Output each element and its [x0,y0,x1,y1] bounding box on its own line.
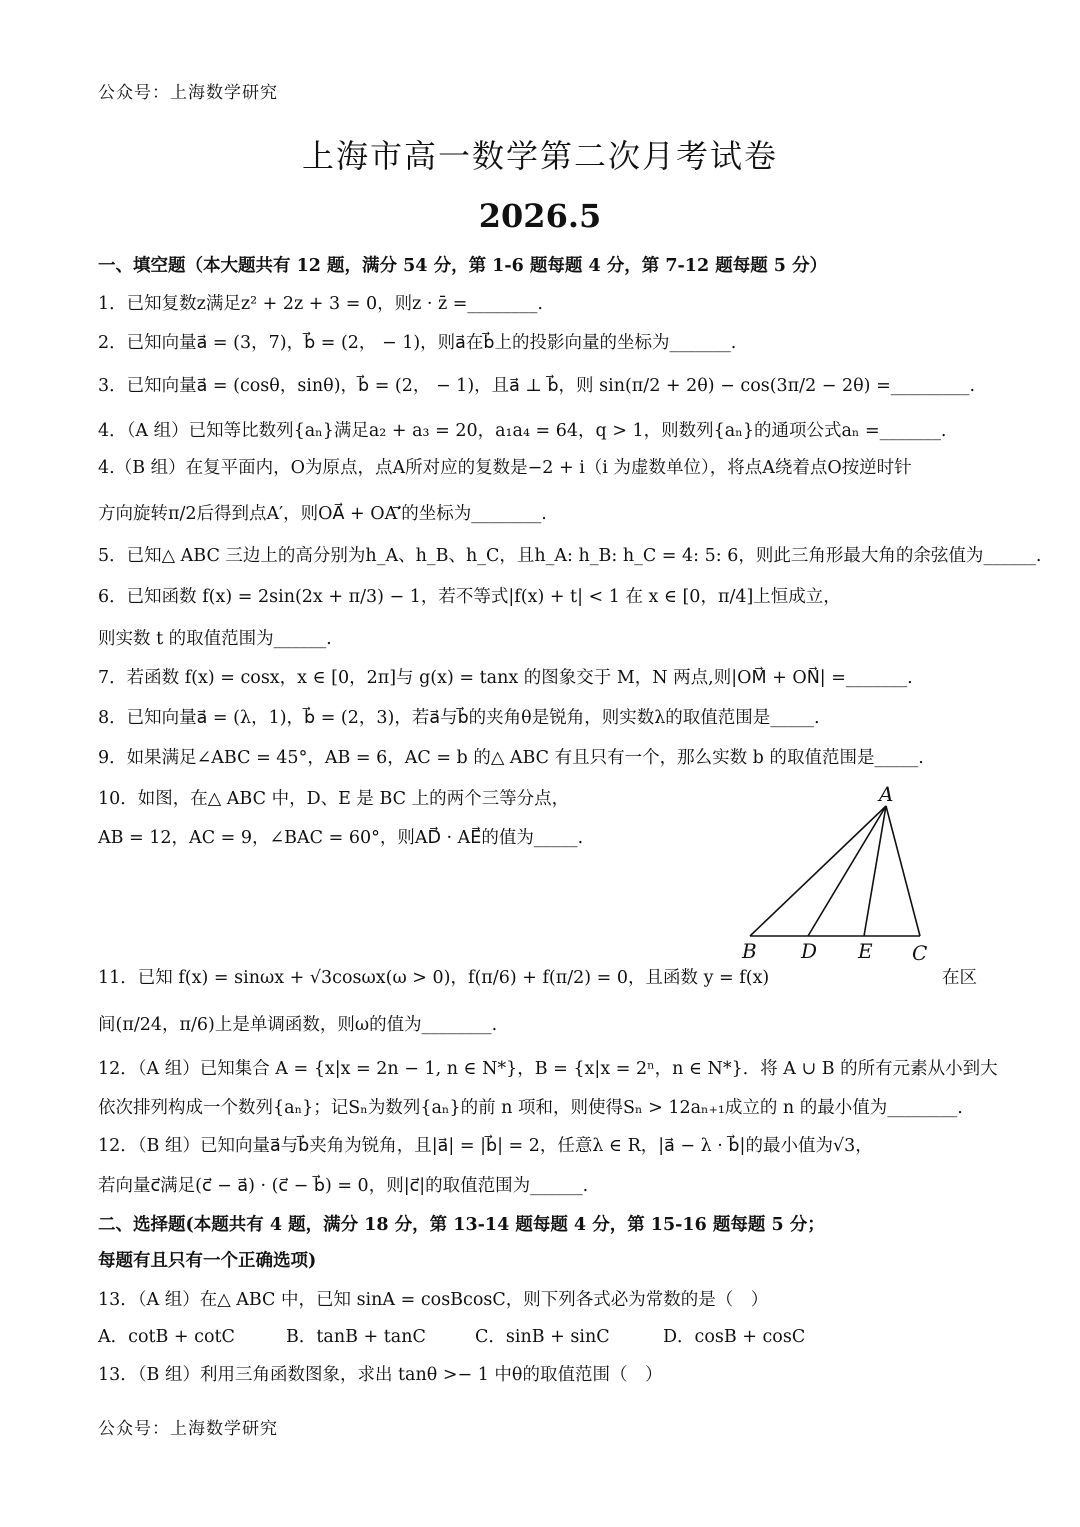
option-b: B．tanB + tanC [286,1327,426,1347]
figure-label-c: C [912,941,928,962]
option-d: D．cosB + cosC [663,1327,806,1347]
question-line: 3．已知向量a⃗ = (cosθ，sinθ)，b⃗ = (2， − 1)，且a⃗ ⊥ b⃗，则 sin(π/2 + 2θ) − cos(3π/2 − 2θ) =_________. [98,376,976,396]
page-header: 公众号：上海数学研究 [98,83,278,103]
option-a: A．cotB + cotC [98,1327,235,1347]
section1-heading: 一、填空题（本大题共有 12 题，满分 54 分，第 1-6 题每题 4 分，第 7-12 题每题 5 分） [98,256,828,276]
page-footer: 公众号：上海数学研究 [98,1419,278,1439]
question-line: 7．若函数 f(x) = cosx，x ∈ [0，2π]与 g(x) = tanx 的图象交于 M，N 两点,则|OM⃗ + ON⃗| =_______. [98,668,913,688]
triangle-figure [738,782,978,962]
question-line: 若向量c⃗满足(c⃗ − a⃗) · (c⃗ − b⃗) = 0，则|c⃗|的取值范围为______. [98,1176,589,1196]
question-line: 则实数 t 的取值范围为______. [98,629,332,649]
question-line: 8．已知向量a⃗ = (λ，1)，b⃗ = (2，3)，若a⃗与b⃗的夹角θ是锐角，则实数λ的取值范围是_____. [98,708,820,728]
question-line: 4．（A 组）已知等比数列{aₙ}满足a₂ + a₃ = 20，a₁a₄ = 64，q > 1，则数列{aₙ}的通项公式aₙ =_______. [98,421,947,441]
question-line: 12．（A 组）已知集合 A = {x|x = 2n − 1, n ∈ N*}，B = {x|x = 2ⁿ，n ∈ N*}．将 A ∪ B 的所有元素从小到大 [98,1059,998,1079]
question-line: 4.（B 组）在复平面内，O为原点，点A所对应的复数是−2 + i（i 为虚数单位），将点A绕着点O按逆时针 [98,458,912,478]
question-13a: 13．（A 组）在△ ABC 中，已知 sinA = cosBcosC，则下列各式必为常数的是（ ） [98,1290,769,1310]
question-line: 间(π/24，π/6)上是单调函数，则ω的值为________. [98,1015,498,1035]
section2-heading: 二、选择题(本题共有 4 题，满分 18 分，第 13-14 题每题 4 分，第 15-16 题每题 5 分； [98,1215,825,1235]
question-line-tail: 在区 [942,968,977,988]
question-line: 6．已知函数 f(x) = 2sin(2x + π/3) − 1，若不等式|f(x) + t| < 1 在 x ∈ [0，π/4]上恒成立， [98,587,841,607]
question-line: 依次排列构成一个数列{aₙ}；记Sₙ为数列{aₙ}的前 n 项和，则使得Sₙ > 12aₙ₊₁成立的 n 的最小值为________. [98,1098,963,1118]
figure-label-e: E [858,939,873,962]
question-line: 2．已知向量a⃗ = (3，7)，b⃗ = (2， − 1)，则a⃗在b⃗上的投影向量的坐标为_______. [98,333,737,353]
exam-date: 2026.5 [478,197,602,235]
figure-label-a: A [879,782,894,806]
question-line: 12．（B 组）已知向量a⃗与b⃗夹角为锐角，且|a⃗| = |b⃗| = 2，任意λ ∈ R，|a⃗ − λ · b⃗|的最小值为√3， [98,1136,873,1156]
question-13b: 13．（B 组）利用三角函数图象，求出 tanθ >− 1 中θ的取值范围（ ） [98,1365,663,1385]
section2-subheading: 每题有且只有一个正确选项) [98,1251,317,1271]
figure-label-b: B [742,939,757,962]
figure-label-d: D [801,939,818,962]
question-line: 方向旋转π/2后得到点A′，则OA⃗ + OA′⃗的坐标为________. [98,504,547,524]
exam-title: 上海市高一数学第二次月考试卷 [301,137,778,175]
question-line: 10．如图，在△ ABC 中，D、E 是 BC 上的两个三等分点， [98,789,570,809]
option-c: C．sinB + sinC [475,1327,610,1347]
question-line: 9．如果满足∠ABC = 45°，AB = 6，AC = b 的△ ABC 有且只有一个，那么实数 b 的取值范围是_____. [98,748,924,768]
question-line: AB = 12，AC = 9，∠BAC = 60°，则AD⃗ · AE⃗的值为_____. [98,828,584,848]
question-line: 5．已知△ ABC 三边上的高分别为h_A、h_B、h_C，且h_A: h_B: h_C = 4: 5: 6，则此三角形最大角的余弦值为______. [98,546,1042,566]
question-line: 11．已知 f(x) = sinωx + √3cosωx(ω > 0)，f(π/6) + f(π/2) = 0，且函数 y = f(x) [98,968,770,988]
question-line: 1．已知复数z满足z² + 2z + 3 = 0，则z · z̄ =________. [98,294,543,314]
